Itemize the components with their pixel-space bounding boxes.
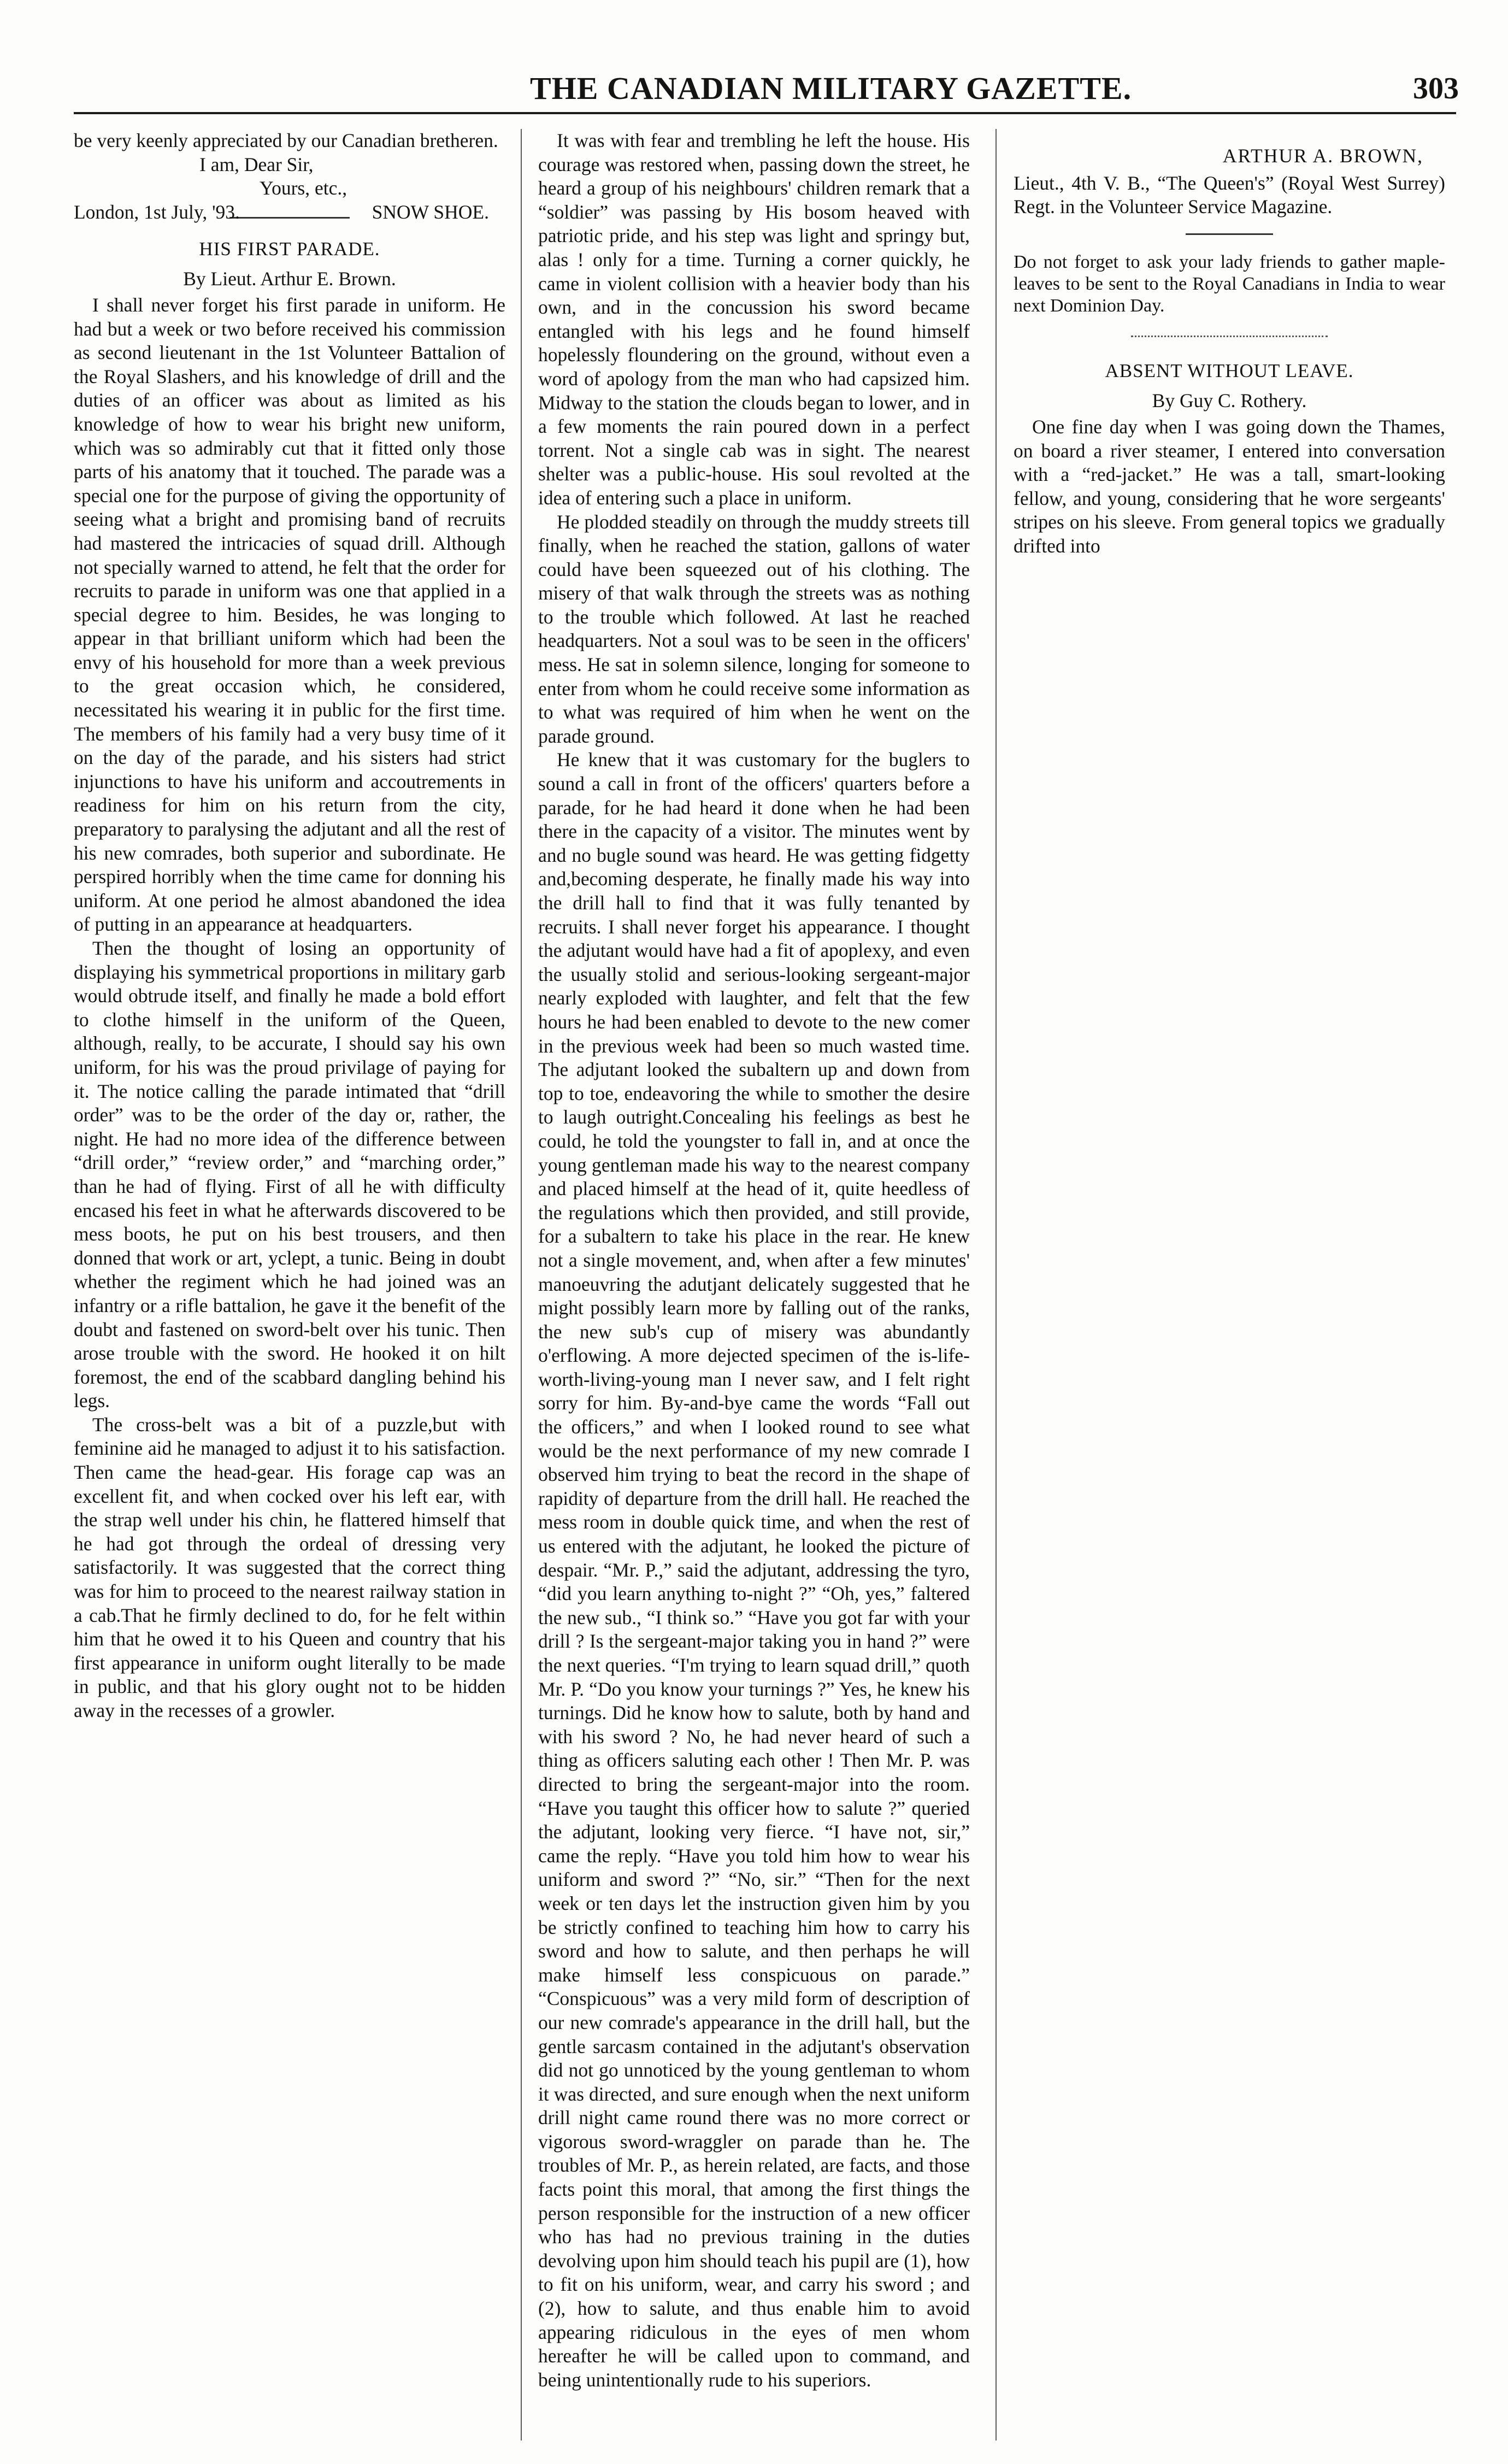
- maple-leaf-notice: Do not forget to ask your lady friends to gather maple-leaves to be sent to the Royal Canadians in India to wear next Dominion Day.: [1014, 251, 1445, 316]
- section-divider: [229, 217, 350, 219]
- column-2: [538, 129, 970, 2451]
- letter-ending-text: be very keenly appreciated by our Canadian bretheren.: [74, 130, 498, 151]
- article-paragraph: I shall never forget his first parade in uniform. He had but a week or two before received his commission as second lieutenant in the 1st Volunteer Battalion of the Royal Slashers, and his knowledge of drill and the duties of an officer was about as limited as his knowledge of how to wear his bright new uniform, which was so admirably cut that it fitted only those parts of his anatomy that it touched. The parade was a special one for the purpose of giving the opportunity of seeing what a bright and promising band of recruits had mastered the intricacies of squad drill. Although not specially warned to attend, he felt that the order for recruits to parade in uniform was one that applied in a special degree to him. Besides, he was longing to appear in that brilliant uniform which had been the envy of his household for more than a week previous to the great occasion which, he considered, necessitated his wearing it in public for the first time. The members of his family had a very busy time of it on the day of the parade, and his sisters had strict injunctions to have his uniform and accoutrements in readiness for him on his return from the city, preparatory to paralysing the adjutant and all the rest of his new comrades, both superior and subordinate. He perspired horribly when the time came for donning his uniform. At one period he almost abandoned the idea of putting in an appearance at headquarters.: [74, 293, 505, 936]
- letter-valediction: Yours, etc.,: [260, 177, 347, 199]
- column-rule-1: [521, 129, 522, 2441]
- article-paragraph: Then the thought of losing an opportunity of displaying his symmetrical proportions in military garb would obtrude itself, and finally he made a bold effort to clothe himself in the uniform of the Queen, although, really, to be accurate, I should say his own uniform, for his was the proud privilage of paying for it. The notice calling the parade intimated that “drill order” was to be the order of the day or, rather, the night. He had no more idea of the difference between “drill order,” “review order,” and “marching order,” than he had of flying. First of all he with difficulty encased his feet in what he afterwards discovered to be mess boots, he put on his best trousers, and then donned that work or art, yclept, a tunic. Being in doubt whether the regiment which he had joined was an infantry or a rifle battalion, he gave it the benefit of the doubt and fastened on sword-belt over his tunic. Then arose trouble with the sword. He hooked it on hilt foremost, the end of the scabbard dangling behind his legs.: [74, 937, 505, 1412]
- section-divider: [1186, 233, 1273, 235]
- column-rule-2: [995, 129, 997, 2441]
- article-byline: By Guy C. Rothery.: [1152, 390, 1307, 412]
- article-paragraph: One fine day when I was going down the Thames, on board a river steamer, I entered into conversation with a “red-jacket.” He was a tall, smart-looking fellow, and young, considering that he wore sergeants' stripes on his sleeve. From general topics we gradually drifted into: [1014, 415, 1445, 557]
- header-rule: [74, 112, 1456, 114]
- article-paragraph: He knew that it was customary for the buglers to sound a call in front of the officers' quarters before a parade, for he had heard it done when he had been there in the capacity of a visitor. The minutes went by and no bugle sound was heard. He was getting fidgetty and,becoming desperate, he finally made his way into the drill hall to find that it was fully tenanted by recruits. I shall never forget his appearance. I thought the adjutant would have had a fit of apoplexy, and even the usually stolid and serious-looking sergeant-major nearly exploded with laughter, and felt that the few hours he had been enabled to devote to the new comer in the previous week had been so much wasted time. The adjutant looked the subaltern up and down from top to toe, endeavoring the while to smother the desire to laugh outright.Concealing his feelings as best he could, he told the youngster to fall in, and at once the young gentleman made his way to the nearest company and placed himself at the head of it, quite heedless of the regulations which then provided, and still provide, for a subaltern to take his place in the rear. He knew not a single movement, and, when after a few minutes' manoeuvring the adutjant delicately suggested that he might possibly learn more by falling out of the ranks, the new sub's cup of misery was abundantly o'erflowing. A more dejected specimen of the is-life-worth-living-young man I never saw, and I felt right sorry for him. By-and-bye came the words “Fall out the officers,” and when I looked round to see what would be the next performance of my new comrade I observed him trying to beat the record in the shape of rapidity of departure from the drill hall. He reached the mess room in double quick time, and when the rest of us entered with the adjutant, he looked the picture of despair. “Mr. P.,” said the adjutant, addressing the tyro, “did you learn anything to-night ?” “Oh, yes,” faltered the new sub., “I think so.” “Have you got far with your drill ? Is the sergeant-major taking you in hand ?” were the next queries. “I'm trying to learn squad drill,” quoth Mr. P. “Do you know your turnings ?” Yes, he knew his turnings. Did he know how to salute, both by hand and with his sword ? No, he had never heard of such a thing as officers saluting each other ! Then Mr. P. was directed to bring the sergeant-major into the room. “Have you taught this officer how to salute ?” queried the adjutant, looking very fierce. “I have not, sir,” came the reply. “Have you told him how to wear his uniform and sword ?” “No, sir.” “Then for the next week or ten days let the instruction given him by you be strictly confined to teaching him how to carry his sword and how to salute, and then perhaps he will make himself less conspicuous on parade.” “Conspicuous” was a very mild form of description of our new comrade's appearance in the drill hall, but the gentle sarcasm contained in the adjutant's observation did not go unnoticed by the young gentleman to whom it was directed, and sure enough when the next uniform drill night came round there was no more correct or vigorous sword-wraggler on parade than he. The troubles of Mr. P., as herein related, are facts, and those facts point this moral, that among the first things the person responsible for the instruction of a new officer who has had no previous training in the duties devolving upon him should teach his pupil are (1), how to fit on his uniform, wear, and carry his sword ; and (2), how to salute, and thus enable him to avoid appearing ridiculous in the eyes of men whom hereafter he will be called upon to command, and being unintentionally rude to his superiors.: [538, 749, 970, 2391]
- article-title: HIS FIRST PARADE.: [199, 238, 380, 260]
- article-byline: By Lieut. Arthur E. Brown.: [183, 268, 396, 290]
- article-paragraph: The cross-belt was a bit of a puzzle,but with feminine aid he managed to adjust it to his satisfaction. Then came the head-gear. His forage cap was an excellent fit, and when cocked over his left ear, with the strap well under his chin, he flattered himself that he had got through the ordeal of dressing very satisfactorily. It was suggested that the correct thing was for him to proceed to the nearest railway station in a cab.That he firmly declined to do, for he felt within him that he owed it to his Queen and country that his first appearance in uniform ought literally to be made in public, and that his glory ought not to be hidden away in the recesses of a growler.: [74, 1413, 505, 1721]
- article-paragraph: He plodded steadily on through the muddy streets till finally, when he reached the station, gallons of water could have been squeezed out of his clothing. The misery of that walk through the streets was as nothing to the trouble which followed. At last he reached headquarters. Not a soul was to be seen in the officers' mess. He sat in solemn silence, longing for someone to enter from whom he could receive some information as to what was required of him when he went on the parade ground.: [538, 510, 970, 747]
- letter-place-date: London, 1st July, '93.: [74, 201, 240, 223]
- publication-title: THE CANADIAN MILITARY GAZETTE.: [530, 70, 1132, 106]
- article-title: ABSENT WITHOUT LEAVE.: [1105, 360, 1354, 381]
- letter-salutation: I am, Dear Sir,: [199, 153, 314, 175]
- article-paragraph: It was with fear and trembling he left the house. His courage was restored when, passing down the street, he heard a group of his neighbours' children remark that a “soldier” was passing by His bosom heaved with patriotic pride, and his step was light and springy but, alas ! only for a time. Turning a corner quickly, he came in violent collision with a heavier body than his own, and in the concussion his sword became entangled with his legs and he found himself hopelessly floundering on the ground, without even a word of apology from the man who had capsized him. Midway to the station the clouds began to lower, and in a few moments the rain poured down in a perfect torrent. Not a single cab was in sight. The nearest shelter was a public-house. His soul revolted at the idea of entering such a place in uniform.: [538, 130, 970, 509]
- column-1: [74, 129, 505, 2451]
- page-header: [71, 64, 1459, 114]
- letter-closing: [74, 153, 505, 223]
- article-signature-detail: Lieut., 4th V. B., “The Queen's” (Royal West Surrey) Regt. in the Volunteer Service Magazine.: [1014, 172, 1445, 218]
- page-number: 303: [1413, 72, 1459, 105]
- article-signature-name: ARTHUR A. BROWN,: [1222, 145, 1423, 167]
- letter-signature: SNOW SHOE.: [372, 201, 489, 223]
- dotted-divider: [1131, 336, 1328, 337]
- column-3: [1014, 129, 1445, 2451]
